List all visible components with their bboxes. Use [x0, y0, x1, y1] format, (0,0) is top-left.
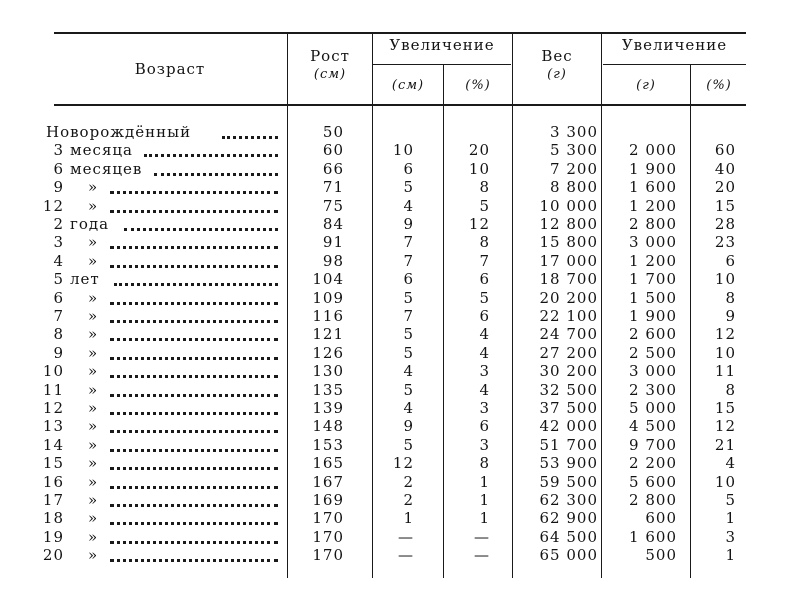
weight-increase-g: 1 500	[629, 288, 677, 307]
weight-increase-g: 2 600	[629, 325, 677, 344]
weight-increase-g: 5 600	[629, 472, 677, 491]
age-label: Новорождённый	[46, 123, 192, 141]
weight-value: 18 700	[539, 270, 598, 289]
height-increase-pct: 3	[479, 435, 490, 454]
height-increase-pct: 3	[479, 399, 490, 417]
header-height-increase-cm: (см)	[391, 78, 425, 93]
height-increase-pct: 6	[479, 307, 490, 325]
age-number: 12	[42, 196, 64, 215]
height-increase-cm: 2	[403, 491, 414, 509]
age-unit: »	[88, 362, 99, 381]
height-increase-pct	[444, 123, 490, 141]
age-unit: »	[88, 491, 99, 509]
weight-increase-pct: 8	[725, 380, 736, 399]
height-increase-cm: 1	[403, 509, 414, 528]
height-value: 139	[312, 399, 344, 417]
table-row	[0, 473, 800, 491]
header-weight: Вес	[541, 47, 573, 65]
leader-dots	[124, 218, 278, 231]
header-height: Рост	[310, 47, 350, 65]
weight-value: 62 900	[539, 509, 598, 528]
table-row	[0, 307, 800, 325]
age-unit: »	[88, 178, 99, 197]
height-value: 71	[322, 178, 344, 197]
weight-increase-g: 1 700	[629, 270, 677, 289]
age-number: 12	[42, 399, 64, 417]
height-increase-cm	[374, 123, 414, 141]
height-value: 130	[312, 362, 344, 381]
weight-value: 24 700	[539, 325, 598, 344]
table-row	[0, 546, 800, 564]
height-value: 121	[312, 325, 344, 344]
height-increase-pct: 5	[479, 288, 490, 307]
weight-increase-pct: 3	[725, 527, 736, 546]
weight-value: 12 800	[539, 215, 598, 233]
header-height-increase-pct: (%)	[465, 78, 491, 93]
weight-increase-pct: 12	[714, 417, 736, 436]
height-value: 50	[322, 123, 344, 141]
height-increase-pct: 8	[479, 233, 490, 252]
leader-dots	[144, 144, 278, 157]
age-unit: »	[88, 399, 99, 417]
age-number: 2	[53, 215, 64, 233]
height-increase-cm: 6	[403, 159, 414, 178]
height-increase-pct: 20	[468, 141, 490, 160]
table-row	[0, 123, 800, 141]
table-row	[0, 289, 800, 307]
height-increase-cm: 5	[403, 435, 414, 454]
height-value: 153	[312, 435, 344, 454]
weight-value: 65 000	[539, 546, 598, 565]
table-row	[0, 160, 800, 178]
height-increase-cm: 12	[392, 454, 414, 473]
height-increase-pct: 1	[479, 472, 490, 491]
age-unit: месяцев	[70, 159, 143, 178]
age-number: 14	[42, 435, 64, 454]
height-increase-subrule	[373, 64, 511, 65]
height-value: 148	[312, 417, 344, 436]
weight-increase-g: 1 600	[629, 178, 677, 197]
table-row	[0, 344, 800, 362]
weight-increase-pct: 5	[725, 491, 736, 509]
weight-increase-pct: 15	[714, 196, 736, 215]
height-value: 84	[322, 215, 344, 233]
height-increase-cm: 2	[403, 472, 414, 491]
height-increase-pct: 1	[479, 509, 490, 528]
age-unit: »	[88, 380, 99, 399]
age-unit: »	[88, 307, 99, 325]
table-row	[0, 178, 800, 196]
height-increase-pct: 4	[479, 380, 490, 399]
height-increase-pct: 12	[468, 215, 490, 233]
age-number: 3	[53, 141, 64, 160]
height-value: 165	[312, 454, 344, 473]
weight-increase-g: 2 300	[629, 380, 677, 399]
weight-increase-pct: 1	[725, 546, 736, 565]
weight-increase-pct: 10	[714, 343, 736, 362]
age-number: 6	[53, 159, 64, 178]
weight-increase-g: 2 000	[629, 141, 677, 160]
height-increase-pct: 4	[479, 343, 490, 362]
weight-increase-pct: 60	[714, 141, 736, 160]
weight-increase-g: 3 000	[629, 233, 677, 252]
table-row	[0, 454, 800, 472]
age-unit: »	[88, 233, 99, 252]
weight-value: 27 200	[539, 343, 598, 362]
table-row	[0, 197, 800, 215]
age-number: 13	[42, 417, 64, 436]
weight-increase-pct: 8	[725, 288, 736, 307]
height-increase-cm: 7	[403, 251, 414, 270]
leader-dots	[110, 292, 278, 305]
leader-dots	[110, 402, 278, 415]
weight-increase-g: 1 200	[629, 196, 677, 215]
leader-dots	[110, 439, 278, 452]
weight-increase-g: 500	[645, 546, 677, 565]
height-value: 170	[312, 509, 344, 528]
weight-value: 51 700	[539, 435, 598, 454]
table-top-rule	[54, 32, 746, 34]
height-value: 135	[312, 380, 344, 399]
weight-increase-g: 3 000	[629, 362, 677, 381]
height-increase-pct: 4	[479, 325, 490, 344]
leader-dots	[110, 531, 278, 544]
age-unit: »	[88, 417, 99, 436]
leader-dots	[110, 494, 278, 507]
weight-increase-subrule	[603, 64, 746, 65]
leader-dots	[110, 457, 278, 470]
table-row	[0, 491, 800, 509]
leader-dots	[110, 365, 278, 378]
leader-dots	[154, 163, 278, 176]
weight-increase-pct	[692, 123, 736, 141]
height-increase-pct: 3	[479, 362, 490, 381]
height-increase-pct: 10	[468, 159, 490, 178]
weight-value: 3 300	[550, 123, 598, 141]
age-number: 9	[53, 343, 64, 362]
height-increase-pct: 8	[479, 454, 490, 473]
weight-value: 7 200	[550, 159, 598, 178]
weight-value: 62 300	[539, 491, 598, 509]
age-number: 18	[42, 509, 64, 528]
height-increase-cm: 6	[403, 270, 414, 289]
weight-increase-pct: 1	[725, 509, 736, 528]
height-increase-cm: 7	[403, 307, 414, 325]
table-row	[0, 233, 800, 251]
age-number: 15	[42, 454, 64, 473]
weight-increase-g: 1 200	[629, 251, 677, 270]
weight-value: 53 900	[539, 454, 598, 473]
height-increase-pct: 6	[479, 270, 490, 289]
table-row	[0, 252, 800, 270]
leader-dots	[110, 549, 278, 562]
height-increase-pct: —	[474, 527, 490, 546]
height-increase-pct: 5	[479, 196, 490, 215]
height-increase-cm: —	[398, 527, 414, 546]
height-increase-cm: 5	[403, 178, 414, 197]
leader-dots	[110, 420, 278, 433]
height-value: 169	[312, 491, 344, 509]
age-unit: »	[88, 546, 99, 565]
age-unit: »	[88, 472, 99, 491]
age-number: 9	[53, 178, 64, 197]
height-increase-cm: 9	[403, 417, 414, 436]
height-increase-cm: 9	[403, 215, 414, 233]
weight-increase-pct: 21	[714, 435, 736, 454]
header-weight-increase-g: (г)	[636, 78, 656, 93]
table-row	[0, 417, 800, 435]
height-value: 66	[322, 159, 344, 178]
height-increase-cm: 7	[403, 233, 414, 252]
height-increase-cm: 5	[403, 380, 414, 399]
weight-increase-pct: 9	[725, 307, 736, 325]
height-increase-cm: 4	[403, 399, 414, 417]
height-increase-pct: —	[474, 546, 490, 565]
weight-increase-pct: 15	[714, 399, 736, 417]
weight-increase-g: 5 000	[629, 399, 677, 417]
age-unit: »	[88, 288, 99, 307]
table-row	[0, 141, 800, 159]
table-row	[0, 399, 800, 417]
height-value: 98	[322, 251, 344, 270]
age-number: 4	[53, 251, 64, 270]
height-increase-cm: 4	[403, 362, 414, 381]
weight-increase-g: 1 900	[629, 159, 677, 178]
weight-value: 37 500	[539, 399, 598, 417]
age-unit: лет	[70, 270, 100, 289]
leader-dots	[110, 236, 278, 249]
age-number: 11	[42, 380, 64, 399]
age-unit: »	[88, 509, 99, 528]
weight-value: 32 500	[539, 380, 598, 399]
age-number: 5	[53, 270, 64, 289]
table-row	[0, 509, 800, 527]
leader-dots	[110, 310, 278, 323]
weight-increase-g: 1 600	[629, 527, 677, 546]
height-increase-pct: 7	[479, 251, 490, 270]
age-number: 8	[53, 325, 64, 344]
weight-increase-pct: 10	[714, 270, 736, 289]
header-weight-increase: Увеличение	[621, 36, 728, 54]
leader-dots	[110, 347, 278, 360]
height-increase-cm: 5	[403, 343, 414, 362]
weight-value: 64 500	[539, 527, 598, 546]
weight-value: 8 800	[550, 178, 598, 197]
age-unit: »	[88, 454, 99, 473]
header-height-increase: Увеличение	[389, 36, 495, 54]
weight-increase-g: 2 500	[629, 343, 677, 362]
weight-increase-g: 9 700	[629, 435, 677, 454]
leader-dots	[114, 273, 278, 286]
height-value: 104	[312, 270, 344, 289]
height-value: 170	[312, 527, 344, 546]
age-unit: »	[88, 251, 99, 270]
weight-increase-g: 2 800	[629, 491, 677, 509]
height-increase-cm: —	[398, 546, 414, 565]
weight-increase-g: 1 900	[629, 307, 677, 325]
leader-dots	[110, 181, 278, 194]
weight-increase-pct: 20	[714, 178, 736, 197]
header-age: Возраст	[134, 60, 206, 78]
leader-dots	[110, 328, 278, 341]
table-row	[0, 528, 800, 546]
header-weight-unit: (г)	[547, 67, 567, 82]
weight-value: 20 200	[539, 288, 598, 307]
age-number: 19	[42, 527, 64, 546]
height-increase-pct: 1	[479, 491, 490, 509]
height-value: 109	[312, 288, 344, 307]
height-increase-pct: 6	[479, 417, 490, 436]
height-value: 60	[322, 141, 344, 160]
height-value: 116	[312, 307, 344, 325]
weight-value: 59 500	[539, 472, 598, 491]
weight-value: 15 800	[539, 233, 598, 252]
header-bottom-rule	[54, 104, 746, 106]
weight-value: 22 100	[539, 307, 598, 325]
weight-increase-g: 4 500	[629, 417, 677, 436]
table-row	[0, 436, 800, 454]
height-increase-cm: 10	[392, 141, 414, 160]
height-value: 91	[322, 233, 344, 252]
leader-dots	[222, 126, 278, 139]
weight-increase-g: 2 800	[629, 215, 677, 233]
weight-increase-pct: 40	[714, 159, 736, 178]
weight-value: 30 200	[539, 362, 598, 381]
height-increase-cm: 4	[403, 196, 414, 215]
height-value: 126	[312, 343, 344, 362]
weight-increase-pct: 23	[714, 233, 736, 252]
table-row	[0, 362, 800, 380]
weight-increase-pct: 11	[714, 362, 736, 381]
age-number: 16	[42, 472, 64, 491]
weight-increase-pct: 4	[725, 454, 736, 473]
weight-increase-pct: 12	[714, 325, 736, 344]
leader-dots	[110, 476, 278, 489]
age-unit: »	[88, 343, 99, 362]
weight-increase-pct: 10	[714, 472, 736, 491]
weight-value: 17 000	[539, 251, 598, 270]
weight-increase-pct: 28	[714, 215, 736, 233]
height-value: 170	[312, 546, 344, 565]
height-increase-cm: 5	[403, 288, 414, 307]
age-unit: месяца	[70, 141, 133, 160]
weight-increase-g: 2 200	[629, 454, 677, 473]
leader-dots	[110, 200, 278, 213]
leader-dots	[110, 255, 278, 268]
header-weight-increase-pct: (%)	[706, 78, 732, 93]
age-number: 10	[42, 362, 64, 381]
weight-value: 42 000	[539, 417, 598, 436]
age-unit: »	[88, 527, 99, 546]
age-number: 3	[53, 233, 64, 252]
age-number: 17	[42, 491, 64, 509]
table-row	[0, 381, 800, 399]
table-row	[0, 325, 800, 343]
table-row	[0, 215, 800, 233]
weight-increase-g	[603, 123, 677, 141]
weight-value: 5 300	[550, 141, 598, 160]
age-unit: »	[88, 435, 99, 454]
weight-increase-g: 600	[645, 509, 677, 528]
weight-value: 10 000	[539, 196, 598, 215]
age-unit: года	[70, 215, 110, 233]
height-value: 167	[312, 472, 344, 491]
age-number: 7	[53, 307, 64, 325]
age-unit: »	[88, 325, 99, 344]
leader-dots	[110, 512, 278, 525]
height-increase-cm: 5	[403, 325, 414, 344]
table-row	[0, 270, 800, 288]
height-increase-pct: 8	[479, 178, 490, 197]
weight-increase-pct: 6	[725, 251, 736, 270]
age-number: 20	[42, 546, 64, 565]
header-height-unit: (см)	[313, 67, 347, 82]
age-number: 6	[53, 288, 64, 307]
height-value: 75	[322, 196, 344, 215]
age-unit: »	[88, 196, 99, 215]
leader-dots	[110, 384, 278, 397]
